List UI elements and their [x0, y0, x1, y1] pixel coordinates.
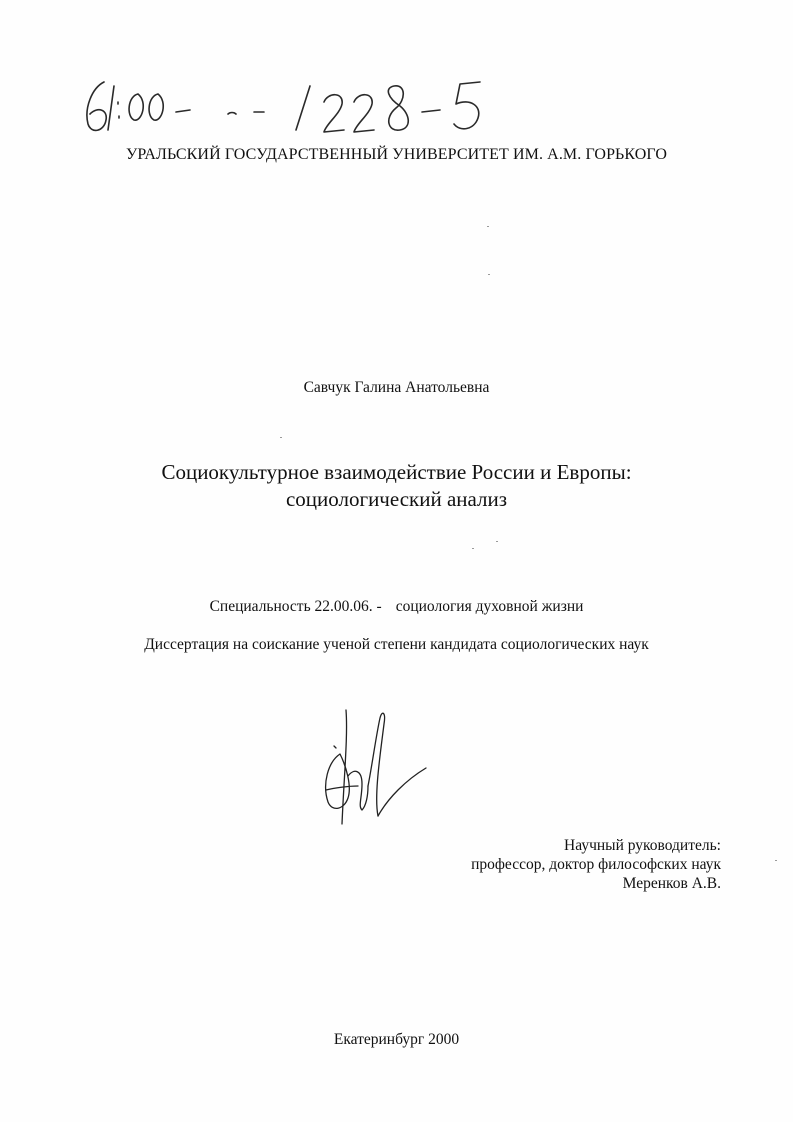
signature-drawing: [318, 706, 438, 836]
supervisor-block: [381, 836, 721, 893]
scan-speck: [472, 548, 474, 549]
title-line-2: социологический анализ: [285, 487, 508, 511]
author-name: Савчук Галина Анатольевна: [303, 379, 490, 396]
dissertation-statement: Диссертация на соискание ученой степени кандидата социологических наук: [144, 636, 649, 653]
handwritten-code-drawing: [78, 72, 498, 142]
city-year: Екатеринбург 2000: [333, 1031, 460, 1048]
scan-speck: [496, 541, 498, 542]
specialty-label: Специальность 22.00.06. -: [209, 598, 382, 615]
author-signature: [318, 706, 438, 836]
title-line-1: Социокультурное взаимодействие России и Европы:: [161, 460, 632, 484]
handwritten-archive-code: [78, 72, 498, 142]
university-name: УРАЛЬСКИЙ ГОСУДАРСТВЕННЫЙ УНИВЕРСИТЕТ ИМ. А.М. ГОРЬКОГО: [126, 146, 667, 163]
specialty-name: социология духовной жизни: [395, 598, 584, 615]
supervisor-degree: профессор, доктор философских наук: [471, 856, 721, 873]
supervisor-label: Научный руководитель:: [564, 837, 721, 854]
scan-speck: [775, 860, 777, 861]
scan-speck: [280, 437, 282, 438]
supervisor-name: Меренков А.В.: [622, 875, 721, 892]
scan-speck: [487, 226, 489, 227]
scan-speck: [488, 274, 490, 275]
specialty-line: [0, 598, 793, 616]
dissertation-title: [0, 459, 793, 513]
